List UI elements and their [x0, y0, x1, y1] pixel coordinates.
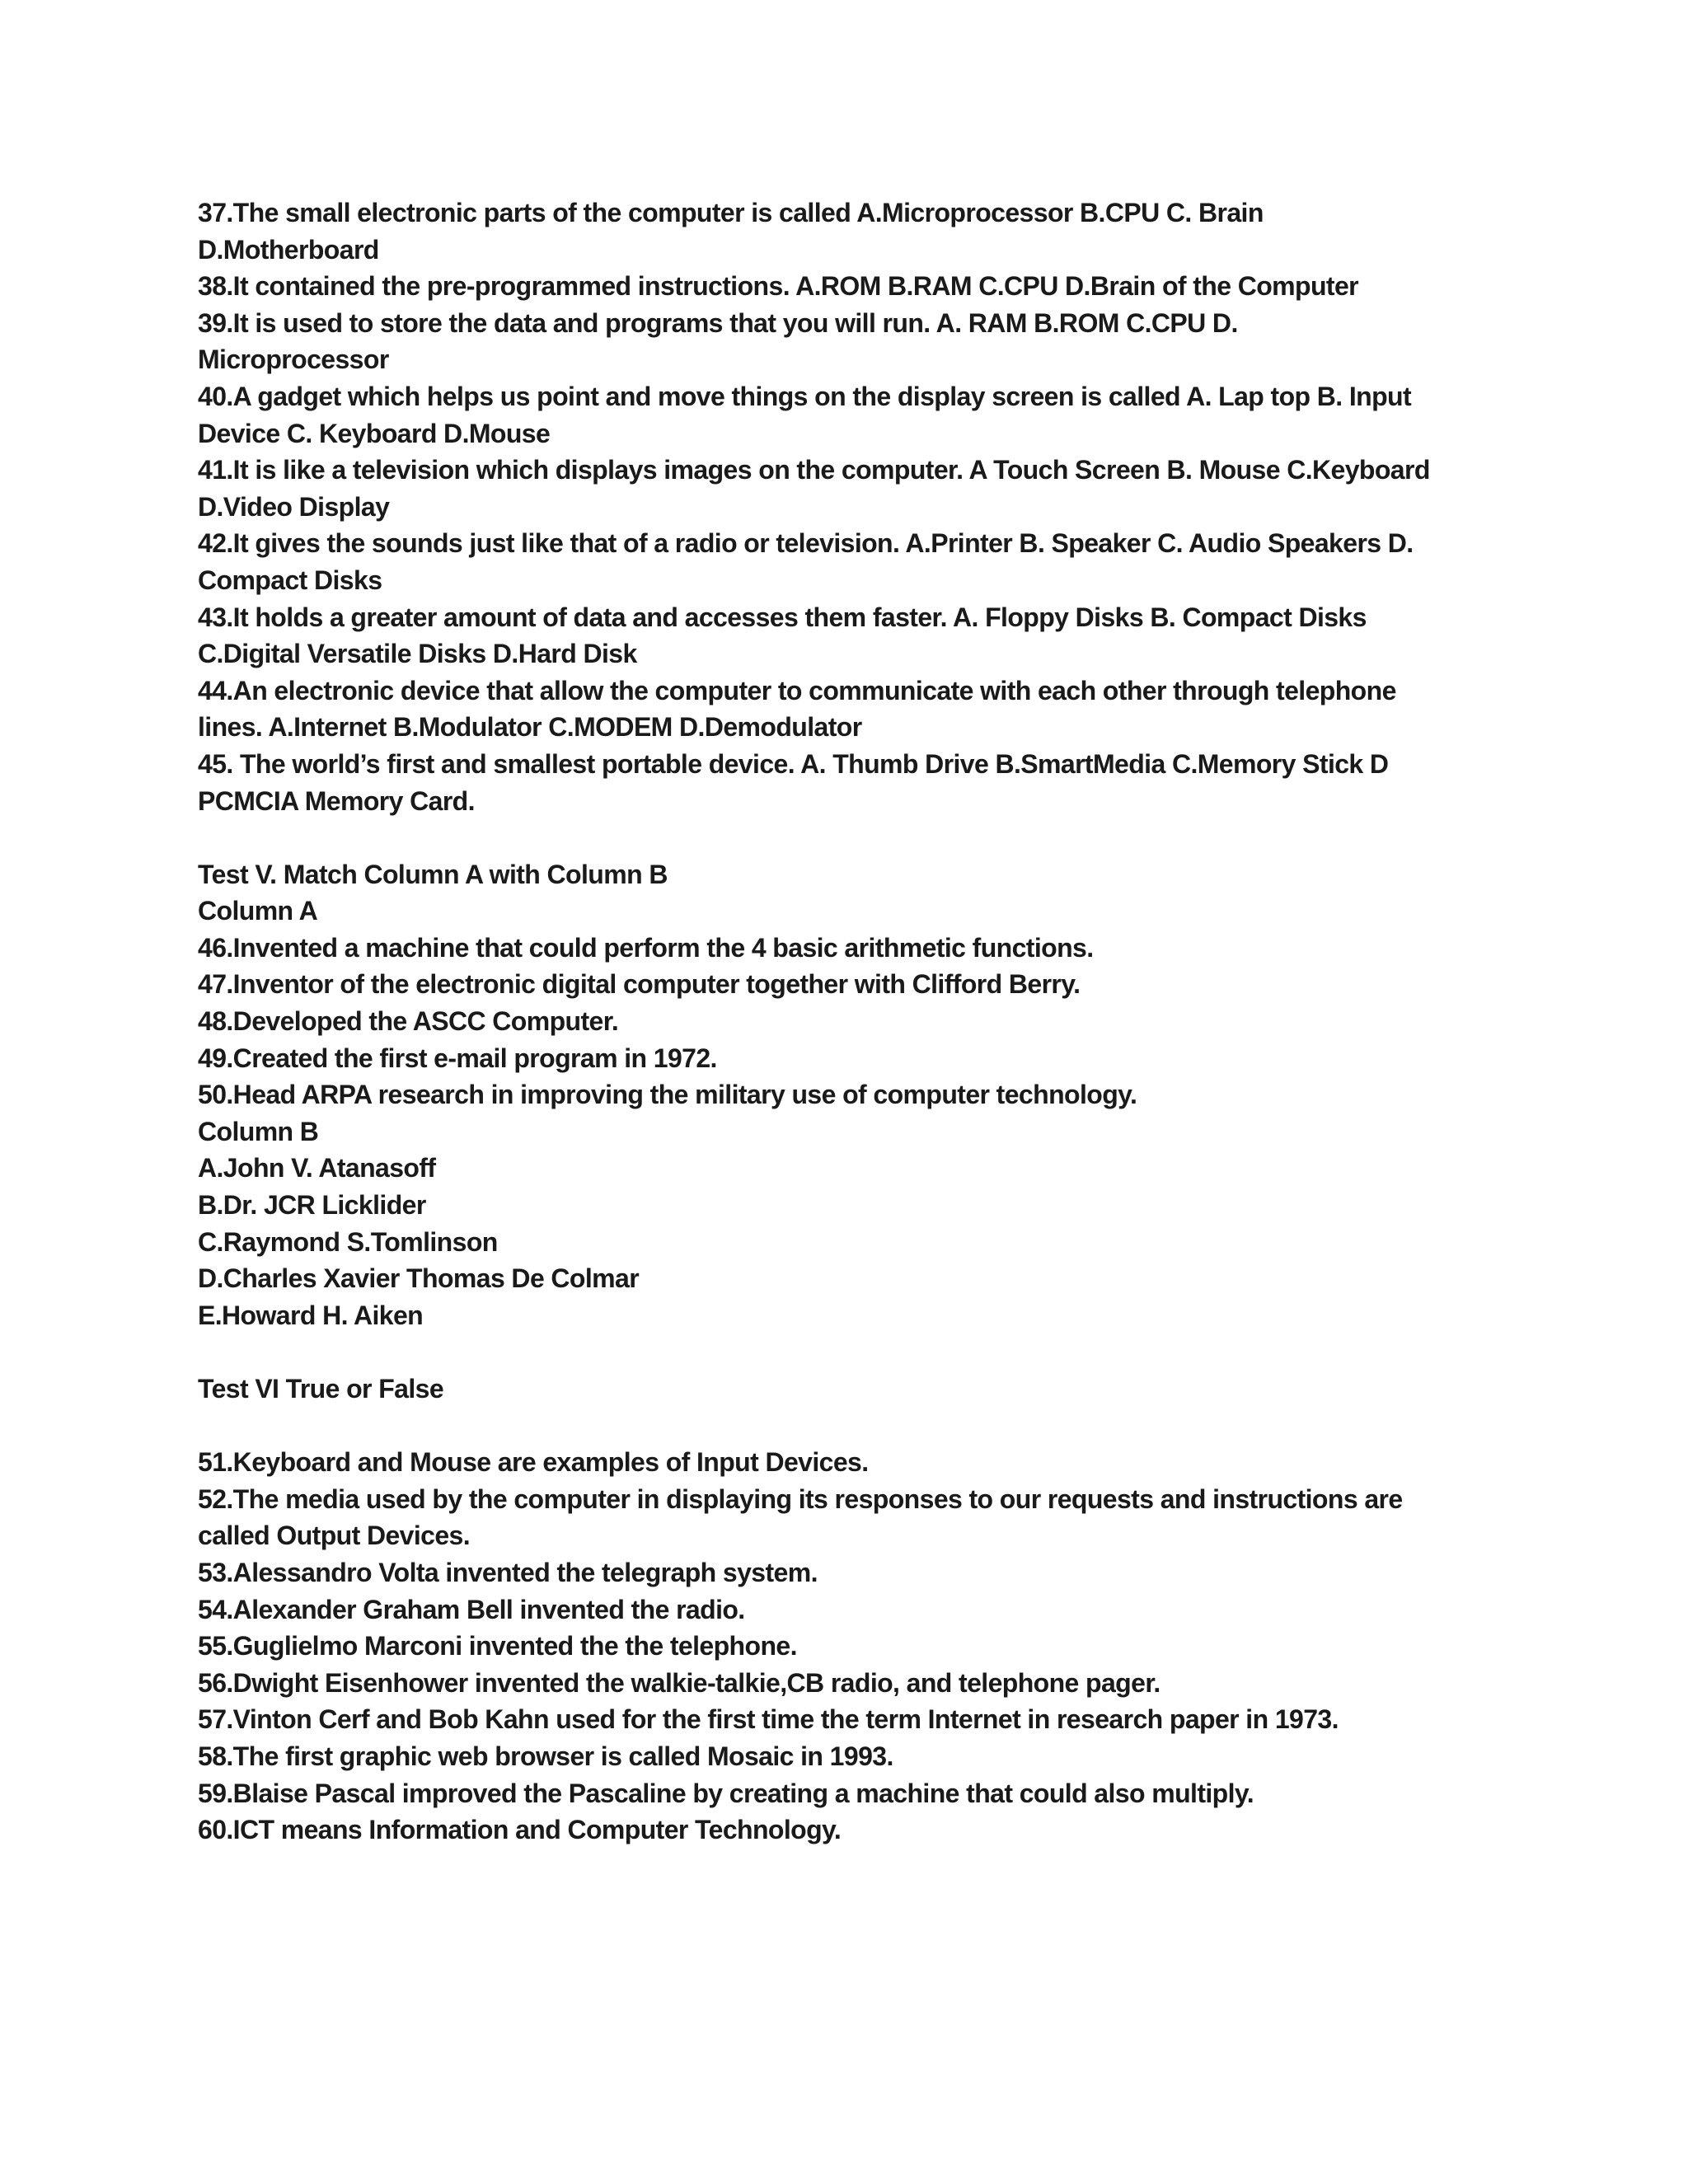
true-false-item: 58.The first graphic web browser is called Mosaic in 1993. [198, 1741, 893, 1771]
spacer [198, 819, 1492, 856]
column-a-label: Column A [198, 896, 318, 926]
test-6-section [198, 1371, 1492, 1849]
question-line: 45. The world’s first and smallest portable device. A. Thumb Drive B.SmartMedia C.Memory Stick D [198, 748, 1389, 779]
question-line: 40.A gadget which helps us point and move things on the display screen is called A. Lap top B. Input [198, 381, 1412, 411]
question-37 [198, 194, 1492, 268]
question-41 [198, 452, 1492, 525]
question-line: Microprocessor [198, 344, 389, 375]
question-line: 44.An electronic device that allow the computer to communicate with each other through telephone [198, 675, 1396, 705]
question-line: 38.It contained the pre-programmed instructions. A.ROM B.RAM C.CPU D.Brain of the Computer [198, 271, 1359, 302]
question-line: 42.It gives the sounds just like that of a radio or television. A.Printer B. Speaker C. Audio Speakers D. [198, 528, 1414, 559]
question-line: Device C. Keyboard D.Mouse [198, 418, 551, 448]
section-title: Test VI True or False [198, 1374, 444, 1404]
column-b-item: D.Charles Xavier Thomas De Colmar [198, 1263, 640, 1294]
column-a-item: 48.Developed the ASCC Computer. [198, 1006, 619, 1037]
column-b-item: C.Raymond S.Tomlinson [198, 1226, 498, 1257]
question-38 [198, 268, 1492, 305]
question-43 [198, 599, 1492, 673]
spacer [198, 1333, 1492, 1371]
document-content [198, 194, 1492, 1849]
question-line: 43.It holds a greater amount of data and accesses them faster. A. Floppy Disks B. Compact Disks [198, 602, 1367, 632]
question-39 [198, 305, 1492, 378]
question-line: PCMCIA Memory Card. [198, 785, 475, 816]
column-a-item: 46.Invented a machine that could perform the 4 basic arithmetic functions. [198, 932, 1094, 963]
section-title: Test V. Match Column A with Column B [198, 859, 668, 889]
column-a-item: 49.Created the first e-mail program in 1972. [198, 1043, 717, 1073]
column-b-item: A.John V. Atanasoff [198, 1153, 436, 1183]
true-false-item: 54.Alexander Graham Bell invented the radio. [198, 1594, 745, 1624]
column-a-item: 47.Inventor of the electronic digital computer together with Clifford Berry. [198, 969, 1081, 1000]
column-a-item: 50.Head ARPA research in improving the military use of computer technology. [198, 1080, 1137, 1110]
true-false-item: 59.Blaise Pascal improved the Pascaline by creating a machine that could also multiply. [198, 1778, 1254, 1808]
true-false-item: 53.Alessandro Volta invented the telegraph system. [198, 1557, 818, 1587]
test-5-section [198, 856, 1492, 1334]
question-line: D.Motherboard [198, 234, 379, 265]
question-line: Compact Disks [198, 565, 382, 595]
column-b-item: E.Howard H. Aiken [198, 1300, 424, 1330]
question-line: D.Video Display [198, 491, 390, 522]
question-line: 41.It is like a television which displays images on the computer. A Touch Screen B. Mouse C.Keyboard [198, 455, 1430, 485]
true-false-item: 57.Vinton Cerf and Bob Kahn used for the first time the term Internet in research paper in 1973. [198, 1704, 1339, 1735]
question-line: 39.It is used to store the data and programs that you will run. A. RAM B.ROM C.CPU D. [198, 307, 1238, 338]
true-false-item: 56.Dwight Eisenhower invented the walkie-talkie,CB radio, and telephone pager. [198, 1667, 1160, 1698]
question-40 [198, 378, 1492, 452]
question-line: 37.The small electronic parts of the computer is called A.Microprocessor B.CPU C. Brain [198, 198, 1264, 227]
column-b-item: B.Dr. JCR Licklider [198, 1190, 426, 1221]
spacer [198, 1408, 1492, 1445]
true-false-item: 55.Guglielmo Marconi invented the the telephone. [198, 1631, 797, 1661]
question-44 [198, 673, 1492, 746]
true-false-item: called Output Devices. [198, 1521, 471, 1551]
column-b-label: Column B [198, 1116, 319, 1146]
true-false-item: 52.The media used by the computer in displaying its responses to our requests and instructions are [198, 1483, 1403, 1514]
true-false-item: 60.ICT means Information and Computer Technology. [198, 1815, 842, 1845]
question-45 [198, 746, 1492, 819]
question-line: C.Digital Versatile Disks D.Hard Disk [198, 639, 637, 669]
question-42 [198, 525, 1492, 598]
true-false-item: 51.Keyboard and Mouse are examples of Input Devices. [198, 1447, 869, 1478]
question-line: lines. A.Internet B.Modulator C.MODEM D.Demodulator [198, 712, 862, 743]
